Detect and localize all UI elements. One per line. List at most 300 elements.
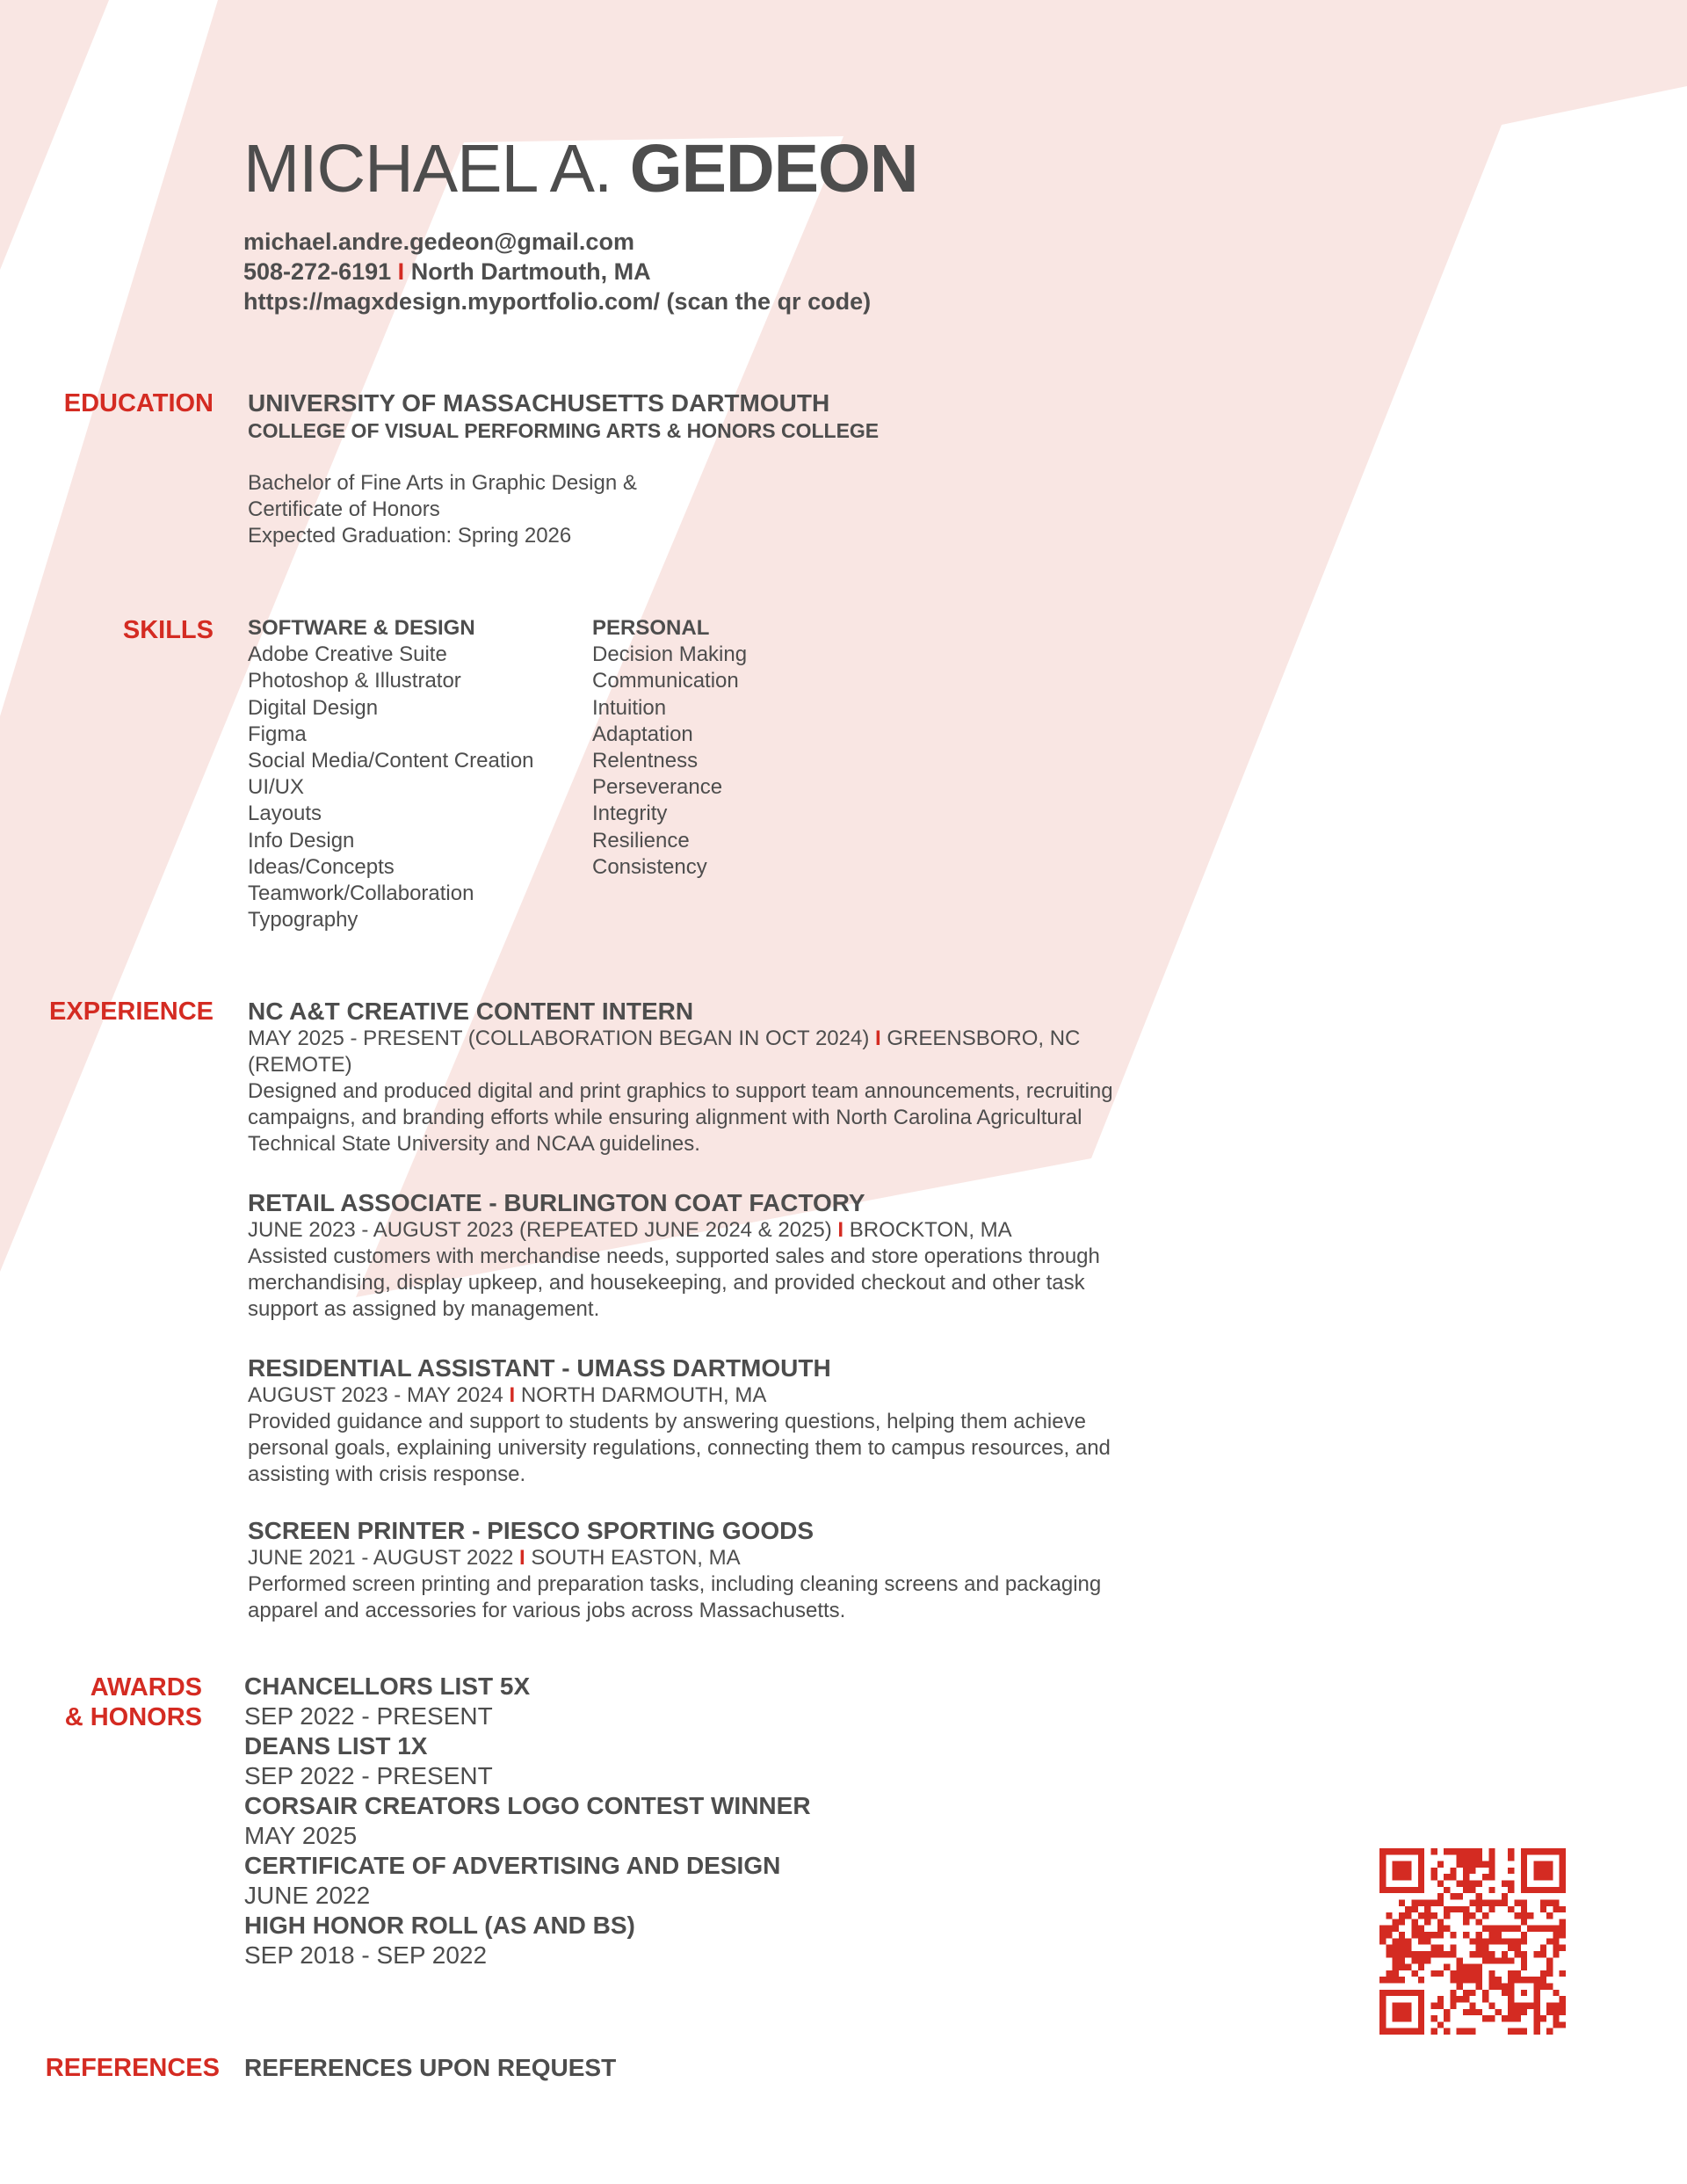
qr-module [1521, 1874, 1527, 1880]
qr-module [1488, 1970, 1495, 1977]
qr-module [1502, 1899, 1508, 1905]
qr-module [1482, 1990, 1488, 1996]
qr-module [1533, 2021, 1539, 2028]
qr-module [1412, 2028, 1418, 2035]
qr-module [1546, 1926, 1553, 1932]
qr-module [1488, 1868, 1495, 1874]
skill-item: Integrity [592, 802, 668, 826]
qr-module [1495, 1957, 1502, 1963]
qr-module [1379, 1977, 1386, 1983]
qr-module [1488, 1861, 1495, 1868]
qr-module [1476, 1906, 1482, 1912]
qr-module [1437, 1945, 1444, 1951]
qr-module [1469, 1854, 1475, 1861]
skill-item: Ideas/Concepts [248, 854, 395, 879]
qr-module [1476, 1932, 1482, 1938]
qr-module [1533, 1984, 1539, 1990]
qr-module [1469, 1912, 1475, 1919]
qr-module [1463, 1932, 1469, 1938]
qr-module [1495, 1899, 1502, 1905]
qr-module [1508, 1854, 1514, 1861]
qr-module [1540, 1926, 1546, 1932]
qr-module [1418, 1964, 1424, 1970]
qr-module [1495, 1984, 1502, 1990]
job-title: NC A&T CREATIVE CONTENT INTERN [248, 998, 694, 1025]
job-dates: JUNE 2021 - AUGUST 2022 [248, 1546, 514, 1570]
qr-module [1508, 2028, 1514, 2035]
skill-item: Perseverance [592, 775, 723, 800]
qr-module [1515, 2028, 1521, 2035]
qr-module [1412, 1951, 1418, 1957]
qr-module [1386, 1887, 1392, 1893]
qr-module [1476, 1951, 1482, 1957]
qr-module [1546, 2009, 1553, 2015]
qr-module [1560, 1868, 1566, 1874]
qr-module [1457, 1977, 1463, 1983]
qr-module [1533, 2028, 1539, 2035]
qr-module [1527, 2002, 1533, 2008]
qr-module [1418, 2021, 1424, 2028]
skill-item: Digital Design [248, 695, 379, 720]
qr-module [1502, 1990, 1508, 1996]
qr-module [1399, 1951, 1405, 1957]
qr-module [1444, 1887, 1450, 1893]
qr-module [1418, 1977, 1424, 1983]
skill-item: Relentness [592, 749, 699, 773]
skill-item: Consistency [592, 854, 707, 879]
qr-module [1430, 1970, 1437, 1977]
qr-module [1533, 1868, 1539, 1874]
qr-module [1533, 1990, 1539, 1996]
qr-module [1418, 2015, 1424, 2021]
award-date: JUNE 2022 [244, 1882, 371, 1909]
qr-module [1546, 1938, 1553, 1944]
qr-module [1418, 1912, 1424, 1919]
qr-module [1508, 1906, 1514, 1912]
job-description: Designed and produced digital and print graphics to support team announcements, recruiting campaigns, and branding efforts while ensuring alignment with North Carolina Agricultural Technical State University and NCAA guidelines. [248, 1079, 1113, 1156]
qr-module [1502, 2015, 1508, 2021]
qr-module [1521, 1990, 1527, 1996]
qr-module [1527, 1926, 1533, 1932]
qr-module [1444, 1951, 1450, 1957]
qr-module [1553, 1887, 1559, 1893]
qr-module [1412, 1919, 1418, 1925]
qr-module [1450, 1868, 1456, 1874]
qr-module [1476, 1964, 1482, 1970]
qr-module [1476, 1899, 1482, 1905]
qr-module [1379, 1990, 1386, 1996]
qr-module [1412, 1970, 1418, 1977]
qr-module [1482, 1957, 1488, 1963]
qr-module [1521, 1854, 1527, 1861]
qr-module [1430, 1932, 1437, 1938]
qr-module [1450, 1874, 1456, 1880]
qr-module [1399, 2002, 1405, 2008]
qr-module [1393, 1868, 1399, 1874]
skills-label: SKILLS [122, 616, 214, 644]
qr-module [1437, 1996, 1444, 2002]
qr-module [1386, 1926, 1392, 1932]
qr-module [1508, 1945, 1514, 1951]
qr-module [1546, 1984, 1553, 1990]
qr-module [1476, 1893, 1482, 1899]
qr-module [1560, 1881, 1566, 1887]
qr-module [1405, 1874, 1411, 1880]
qr-module [1508, 1887, 1514, 1893]
qr-module [1418, 1874, 1424, 1880]
qr-module [1560, 1932, 1566, 1938]
qr-module [1399, 1938, 1405, 1944]
qr-module [1399, 1977, 1405, 1983]
skill-item: Adobe Creative Suite [248, 642, 447, 667]
qr-module [1488, 1984, 1495, 1990]
qr-module [1521, 2009, 1527, 2015]
qr-module [1424, 1932, 1430, 1938]
qr-module [1508, 1868, 1514, 1874]
qr-module [1379, 1881, 1386, 1887]
qr-module [1533, 1861, 1539, 1868]
job-entry [248, 1516, 1135, 1624]
qr-module [1405, 2028, 1411, 2035]
qr-module [1393, 2028, 1399, 2035]
skill-item: Info Design [248, 828, 355, 853]
qr-module [1508, 2009, 1514, 2015]
qr-module [1488, 1874, 1495, 1880]
qr-module [1457, 1970, 1463, 1977]
qr-module [1482, 1899, 1488, 1905]
qr-module [1533, 1848, 1539, 1854]
qr-module [1393, 1848, 1399, 1854]
qr-module [1424, 1899, 1430, 1905]
qr-module [1515, 1938, 1521, 1944]
qr-module [1457, 1854, 1463, 1861]
qr-module [1560, 1874, 1566, 1880]
qr-module [1463, 1874, 1469, 1880]
qr-module [1418, 1848, 1424, 1854]
qr-module [1379, 1996, 1386, 2002]
qr-module [1540, 1887, 1546, 1893]
qr-module [1495, 1977, 1502, 1983]
qr-module [1527, 1887, 1533, 1893]
qr-module [1521, 1899, 1527, 1905]
qr-module [1553, 1926, 1559, 1932]
qr-module [1482, 1861, 1488, 1868]
qr-module [1444, 1912, 1450, 1919]
qr-module [1379, 2021, 1386, 2028]
award-date: MAY 2025 [244, 1822, 358, 1849]
qr-module [1488, 1951, 1495, 1957]
qr-module [1521, 1932, 1527, 1938]
qr-module [1399, 2015, 1405, 2021]
qr-module [1521, 1964, 1527, 1970]
qr-module [1469, 1868, 1475, 1874]
skill-item: Communication [592, 669, 739, 693]
first-name: MICHAEL A. [243, 131, 612, 207]
qr-module [1469, 2028, 1475, 2035]
qr-module [1469, 2009, 1475, 2015]
qr-module [1469, 1887, 1475, 1893]
award-title: DEANS LIST 1X [244, 1732, 428, 1760]
qr-module [1508, 2015, 1514, 2021]
references-text: REFERENCES UPON REQUEST [244, 2054, 617, 2081]
qr-module [1476, 1848, 1482, 1854]
qr-module [1495, 2009, 1502, 2015]
qr-module [1469, 1848, 1475, 1854]
qr-module [1424, 1919, 1430, 1925]
qr-module [1463, 1868, 1469, 1874]
qr-module [1457, 1881, 1463, 1887]
qr-module [1399, 1957, 1405, 1963]
qr-module [1430, 1945, 1437, 1951]
qr-module [1430, 1848, 1437, 1854]
qr-module [1502, 1957, 1508, 1963]
qr-module [1379, 1926, 1386, 1932]
qr-module [1405, 1848, 1411, 1854]
candidate-name [243, 132, 917, 206]
phone-location-line [243, 257, 871, 287]
qr-module [1379, 2002, 1386, 2008]
qr-module [1418, 1932, 1424, 1938]
awards-label-line-2: & HONORS [64, 1703, 202, 1731]
qr-module [1463, 1919, 1469, 1925]
qr-module [1444, 2015, 1450, 2021]
personal-skills-title: PERSONAL [592, 616, 710, 640]
qr-module [1393, 2002, 1399, 2008]
qr-module [1450, 1932, 1456, 1938]
qr-module [1444, 1964, 1450, 1970]
award-date: SEP 2018 - SEP 2022 [244, 1941, 488, 1969]
qr-module [1379, 1861, 1386, 1868]
education-label: EDUCATION [63, 389, 214, 417]
qr-module [1488, 1932, 1495, 1938]
qr-module [1527, 1912, 1533, 1919]
qr-module [1379, 1932, 1386, 1938]
qr-module [1502, 1984, 1508, 1990]
qr-module [1418, 1861, 1424, 1868]
qr-module [1386, 1945, 1392, 1951]
qr-module [1476, 1919, 1482, 1925]
qr-module [1476, 1881, 1482, 1887]
skill-item: Social Media/Content Creation [248, 749, 534, 773]
qr-module [1437, 1861, 1444, 1868]
award-title: CHANCELLORS LIST 5X [244, 1672, 531, 1700]
job-title: RETAIL ASSOCIATE - BURLINGTON COAT FACTORY [248, 1189, 865, 1216]
qr-module [1379, 2028, 1386, 2035]
qr-module [1418, 2028, 1424, 2035]
qr-module [1560, 1919, 1566, 1925]
qr-module [1405, 1906, 1411, 1912]
qr-module [1495, 1932, 1502, 1938]
qr-code-icon[interactable] [1379, 1848, 1566, 2035]
qr-module [1515, 1977, 1521, 1983]
qr-module [1430, 2028, 1437, 2035]
qr-module [1405, 2002, 1411, 2008]
qr-module [1457, 1906, 1463, 1912]
qr-module [1482, 1951, 1488, 1957]
qr-module [1533, 2009, 1539, 2015]
qr-module [1393, 1977, 1399, 1983]
qr-module [1533, 1874, 1539, 1880]
portfolio-link[interactable]: https://magxdesign.myportfolio.com/ (scan the qr code) [243, 288, 872, 315]
qr-module [1540, 1861, 1546, 1868]
qr-module [1560, 1945, 1566, 1951]
qr-module [1508, 1926, 1514, 1932]
job-dates: AUGUST 2023 - MAY 2024 [248, 1383, 503, 1407]
qr-module [1469, 1951, 1475, 1957]
qr-module [1379, 2015, 1386, 2021]
skill-item: Resilience [592, 828, 690, 853]
qr-module [1560, 1970, 1566, 1977]
qr-module [1482, 1912, 1488, 1919]
qr-module [1393, 2009, 1399, 2015]
job-entry [248, 997, 1135, 1157]
qr-module [1463, 1887, 1469, 1893]
qr-module [1437, 2002, 1444, 2008]
separator: I [519, 1546, 525, 1570]
qr-module [1476, 2009, 1482, 2015]
qr-module [1553, 2009, 1559, 2015]
qr-module [1560, 1861, 1566, 1868]
qr-module [1488, 2015, 1495, 2021]
qr-module [1418, 1854, 1424, 1861]
qr-module [1533, 1996, 1539, 2002]
qr-module [1521, 1848, 1527, 1854]
qr-module [1508, 1990, 1514, 1996]
qr-module [1418, 1887, 1424, 1893]
qr-module [1457, 1996, 1463, 2002]
award-date: SEP 2022 - PRESENT [244, 1762, 493, 1789]
qr-module [1393, 1957, 1399, 1963]
qr-module [1386, 1970, 1392, 1977]
qr-module [1418, 2002, 1424, 2008]
qr-module [1463, 1912, 1469, 1919]
qr-module [1437, 1899, 1444, 1905]
qr-module [1463, 1996, 1469, 2002]
qr-module [1399, 1861, 1405, 1868]
qr-module [1463, 2028, 1469, 2035]
qr-module [1488, 1848, 1495, 1854]
job-description: Provided guidance and support to students by answering questions, helping them achieve personal goals, explaining university regulations, connecting them to campus resources, and assisting with crisis response. [248, 1410, 1111, 1486]
qr-module [1437, 2021, 1444, 2028]
qr-module [1469, 1964, 1475, 1970]
qr-module [1437, 1926, 1444, 1932]
qr-module [1463, 1854, 1469, 1861]
qr-module [1540, 1945, 1546, 1951]
skill-item: Figma [248, 722, 307, 746]
qr-module [1521, 1887, 1527, 1893]
qr-module [1437, 1951, 1444, 1957]
qr-module [1405, 1861, 1411, 1868]
degree-line-1: Bachelor of Fine Arts in Graphic Design & [248, 471, 637, 495]
contact-block [243, 227, 871, 316]
qr-module [1393, 1970, 1399, 1977]
qr-module [1405, 2015, 1411, 2021]
qr-module [1450, 1977, 1456, 1983]
qr-module [1430, 2002, 1437, 2008]
qr-module [1540, 1874, 1546, 1880]
qr-module [1444, 1874, 1450, 1880]
qr-module [1393, 1926, 1399, 1932]
qr-module [1463, 1881, 1469, 1887]
qr-module [1430, 1899, 1437, 1905]
experience-label: EXPERIENCE [49, 998, 214, 1026]
qr-module [1412, 1990, 1418, 1996]
phone-number[interactable]: 508-272-6191 [243, 258, 392, 285]
qr-module [1508, 1957, 1514, 1963]
college-name: COLLEGE OF VISUAL PERFORMING ARTS & HONORS COLLEGE [248, 419, 880, 442]
qr-module [1540, 1906, 1546, 1912]
qr-module [1521, 1957, 1527, 1963]
qr-module [1393, 1951, 1399, 1957]
skill-item: Teamwork/Collaboration [248, 882, 474, 906]
references-label: REFERENCES [45, 2054, 220, 2082]
qr-module [1463, 1970, 1469, 1977]
qr-module [1386, 2028, 1392, 2035]
qr-module [1553, 1990, 1559, 1996]
qr-module [1463, 1861, 1469, 1868]
qr-module [1482, 1938, 1488, 1944]
job-entry [248, 1188, 1135, 1323]
qr-module [1437, 1881, 1444, 1887]
qr-module [1386, 1990, 1392, 1996]
skill-item: Layouts [248, 802, 322, 826]
qr-module [1560, 1926, 1566, 1932]
qr-module [1418, 1938, 1424, 1944]
job-meta [248, 1545, 1135, 1571]
qr-module [1521, 1861, 1527, 1868]
job-meta [248, 1217, 1135, 1244]
qr-module [1521, 1951, 1527, 1957]
qr-module [1399, 1964, 1405, 1970]
qr-module [1546, 1964, 1553, 1970]
qr-module [1515, 1926, 1521, 1932]
qr-module [1444, 1926, 1450, 1932]
qr-module [1560, 1996, 1566, 2002]
qr-module [1399, 1912, 1405, 1919]
qr-module [1393, 2015, 1399, 2021]
qr-module [1437, 1893, 1444, 1899]
qr-module [1418, 1899, 1424, 1905]
qr-module [1386, 1932, 1392, 1938]
qr-module [1508, 1996, 1514, 2002]
skill-item: Decision Making [592, 642, 748, 667]
qr-module [1405, 1964, 1411, 1970]
qr-module [1553, 1906, 1559, 1912]
qr-module [1553, 1938, 1559, 1944]
qr-module [1418, 2009, 1424, 2015]
qr-module [1444, 1848, 1450, 1854]
qr-module [1560, 2002, 1566, 2008]
qr-module [1508, 1984, 1514, 1990]
qr-module [1488, 1977, 1495, 1983]
qr-module [1560, 1854, 1566, 1861]
qr-module [1533, 1887, 1539, 1893]
qr-module [1546, 1912, 1553, 1919]
qr-module [1463, 1848, 1469, 1854]
qr-module [1469, 1861, 1475, 1868]
qr-module [1450, 1906, 1456, 1912]
qr-module [1450, 1990, 1456, 1996]
qr-module [1527, 1848, 1533, 1854]
email-link[interactable]: michael.andre.gedeon@gmail.com [243, 229, 634, 255]
qr-module [1405, 1951, 1411, 1957]
qr-module [1418, 1957, 1424, 1963]
qr-module [1488, 2002, 1495, 2008]
qr-module [1379, 1848, 1386, 1854]
qr-module [1533, 1951, 1539, 1957]
qr-module [1540, 1977, 1546, 1983]
job-place: BROCKTON, MA [849, 1218, 1012, 1242]
